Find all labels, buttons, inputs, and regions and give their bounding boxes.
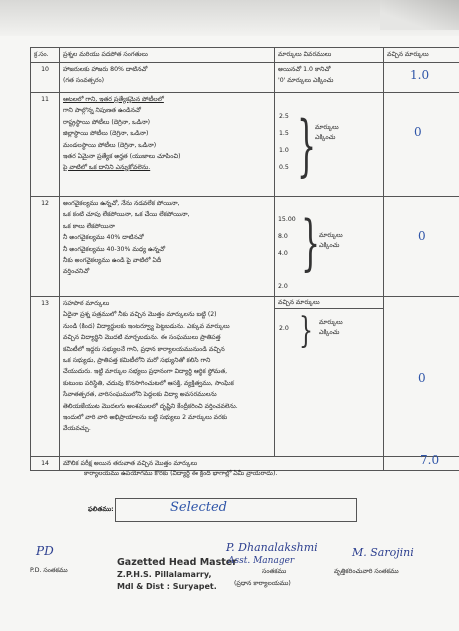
row-details (275, 93, 384, 197)
asst-signature: P. Dhanalakshmi (226, 541, 318, 554)
row-line: నుండి (కింద) విద్యార్థులకు ఇంటర్వ్యూ పెట్టబడును. ఎక్కువ మార్కులు (63, 322, 230, 330)
detail-label (315, 123, 339, 143)
stamp-line: Gazetted Head Master (117, 557, 237, 568)
manager-signature: M. Sarojini (352, 546, 414, 559)
row-line: ఆటలలో గాని, ఇతర ప్రత్యేకమైన పోటీలలో (63, 96, 164, 103)
detail-label-line: మార్కులు (319, 319, 343, 326)
asst-title: Asst. Manager (228, 556, 295, 566)
detail-value: 2.5 (279, 113, 289, 120)
row-details (275, 63, 384, 93)
row-item (60, 63, 275, 93)
curly-brace-icon: } (299, 311, 313, 352)
row-score-cell (384, 93, 459, 197)
row-line: రాష్ట్రస్థాయి పోటీలు (దెగ్రినా, ఒడినా) (63, 118, 151, 126)
detail-label (319, 318, 343, 338)
pd-signature: PD (36, 544, 54, 558)
detail-value: 4.0 (278, 250, 288, 257)
row-line: పై వాటిలో ఒక దానిని ఎన్నుకోవలెను. (63, 164, 151, 172)
result-box (115, 498, 357, 522)
table-row (31, 457, 459, 471)
page-fold (380, 0, 459, 30)
detail-value: 15.00 (278, 216, 296, 223)
stamp-line: Mdl & Dist : Suryapet. (117, 582, 217, 591)
detail-value: 0.5 (279, 164, 289, 171)
asst-sign-label: సంతకము (262, 568, 287, 575)
row-details (275, 197, 384, 297)
row-line: ఒక సభ్యుడు, ప్రాతిపత్త కమిటీలోని మరో సభ్యునితో కలిసి గాని (63, 357, 211, 365)
row-score-cell (384, 63, 459, 93)
row-line: వేయవచ్చు. (63, 425, 91, 433)
office-use-note: కార్యాలయము ఉపయోగము కొరకు (విద్యార్థి ఈ క్రింది భాగాల్లో ఏమీ వ్రాయరాదు). (84, 470, 278, 477)
header-item: ప్రశ్నల మరియు పదపోత సంగతులు (60, 48, 275, 63)
detail-label-line: ఎక్కించు (319, 242, 340, 249)
row-sno: 14 (31, 457, 60, 471)
row-score: 1.0 (410, 68, 430, 82)
row-score-cell (384, 453, 459, 471)
stamp-line: Z.P.H.S. Pillalamarry, (117, 570, 212, 579)
header-sno: క్ర.సం. (31, 48, 60, 63)
row-line: వర్తించనిచో (63, 268, 90, 276)
detail-label-line: మార్కులు (319, 232, 343, 239)
detail-label-line: మార్కులు (315, 124, 339, 131)
row-line: నీ అంగవైకల్యము 40-30% మధ్య ఉన్నచో (63, 245, 166, 253)
table-header-row (31, 48, 459, 63)
manager-role: వృత్తికరించువారి సంతకము (334, 568, 399, 575)
row-line: ఇందులో వారి వారి అభిప్రాయాలను బట్టి సభ్యులు 2 మార్కులు వరకు (63, 414, 228, 422)
result-label: ఫలితము: (88, 505, 114, 513)
row-score-cell (384, 197, 459, 297)
row-sno: 10 (31, 63, 60, 93)
row-title: సహపాఠ మార్కులు (63, 300, 110, 307)
row-sno: 12 (31, 197, 60, 297)
row-sno: 13 (31, 297, 60, 457)
row-line: హాజరులకు హాజరు 80% దాటినచో (63, 66, 148, 73)
row-line: జిల్లాస్థాయి పోటీలు (దెగ్రినా, ఒడినా) (63, 130, 149, 138)
detail-label (319, 231, 343, 251)
row-item (60, 197, 275, 297)
pd-role: P.D. సంతకము (30, 567, 68, 574)
row-line: ఒక కాలు లేకపోయినా (63, 222, 115, 230)
curly-brace-icon: } (301, 209, 321, 279)
curly-brace-icon: } (297, 108, 317, 186)
row-line: గాని పాల్గొన్న నిపుణత ఉండినచో (63, 107, 141, 115)
row-line: ఇతర ఏమైనా ప్రత్యేక అర్హత (యుజాలు చూపించి) (63, 153, 181, 161)
headmaster-stamp (117, 557, 237, 593)
row-line: కుటుంబ పరిస్థితి, చదువు కొనసాగించుటలో ఆసక్తి, వ్యక్తిత్వము, సాంఘిక (63, 379, 234, 387)
row-line: ఏదైనా ప్రశ్న పత్రములో నీకు వచ్చిన మొత్తం మార్కులను బట్టి (2) (63, 311, 217, 319)
row-line: నీకు అంగవైకల్యము ఉండి పై వాటిలో ఏదీ (63, 257, 162, 265)
detail-value: 2.0 (279, 325, 289, 332)
row-item: మౌలిక పరీక్ష అయిన తరువాత వచ్చిన మొత్తం మార్కులు (60, 457, 384, 471)
marks-table (30, 47, 459, 471)
row-score-cell (384, 297, 459, 457)
row-line: ఒక కంటి చూపు లేకపోయినా, ఒక చేయి లేకపోయినా, (63, 211, 190, 219)
row-line: నీ అంగవైకల్యము 40% దాటినచో (63, 234, 144, 242)
header-marks: వచ్చిన మార్కులు (384, 48, 459, 63)
detail-value: 8.0 (278, 233, 288, 240)
row-sno: 11 (31, 93, 60, 197)
row-item (60, 297, 275, 457)
row-line: సేవాతత్పరత, వారిసంఘములోని పెద్దలకు విద్యా అవసరములను (63, 391, 217, 399)
row-score: 0 (414, 125, 422, 139)
row-score: 0 (418, 229, 426, 243)
row-details (275, 297, 384, 457)
row-score: 7.0 (420, 453, 440, 467)
detail-title: వచ్చిన మార్కులు (275, 297, 383, 309)
detail-value: 1.0 (279, 147, 289, 154)
detail-values (278, 211, 296, 262)
detail-label-line: ఎక్కించు (315, 134, 336, 141)
detail-line: అయినచో 1.0 కానిచో (278, 66, 331, 73)
row-line: మండలస్థాయి పోటీలు (దెగ్రినా, ఒడినా) (63, 141, 157, 149)
asst-role: (ప్రధాన కార్యాలయము) (234, 580, 291, 587)
row-line: కమిటీలో ఇద్దరు సభ్యులనే గాని, ప్రధాన కార్యాలయమునుండి వచ్చిన (63, 345, 225, 353)
table-row (31, 93, 459, 197)
table-row (31, 63, 459, 93)
row-line: అంగవైకల్యము ఉన్నచో, నేను నడవలేక పోయినా, (63, 200, 180, 207)
row-item (60, 93, 275, 197)
detail-values (279, 108, 289, 176)
detail-line: '0' మార్కులు ఎక్కించు (278, 77, 334, 85)
row-line: చేయుదురు. ఇట్టి మార్కుల సభ్యలు ప్రధానంగా విద్యార్థి ఆర్థిక స్థోమత, (63, 368, 228, 376)
row-line: తెలియజేయుట మొదలగు అంశములలో దృష్టిని కేంద్రీకరించి వర్తించవలెను. (63, 402, 238, 410)
result-value: Selected (170, 500, 227, 515)
header-details: మార్కులు వివరములు (275, 48, 384, 63)
detail-label-line: ఎక్కించు (319, 329, 340, 336)
table-row (31, 297, 459, 457)
detail-value: 1.5 (279, 130, 289, 137)
row-line: (గత సంవత్సరం) (63, 77, 105, 85)
row-line: వచ్చిన విద్యార్థిని మొదటి మార్చబడును. ఈ సంఘములు ప్రాతిపత్త (63, 334, 221, 342)
table-row (31, 197, 459, 297)
detail-value: 2.0 (278, 283, 288, 290)
row-score: 0 (418, 371, 426, 385)
